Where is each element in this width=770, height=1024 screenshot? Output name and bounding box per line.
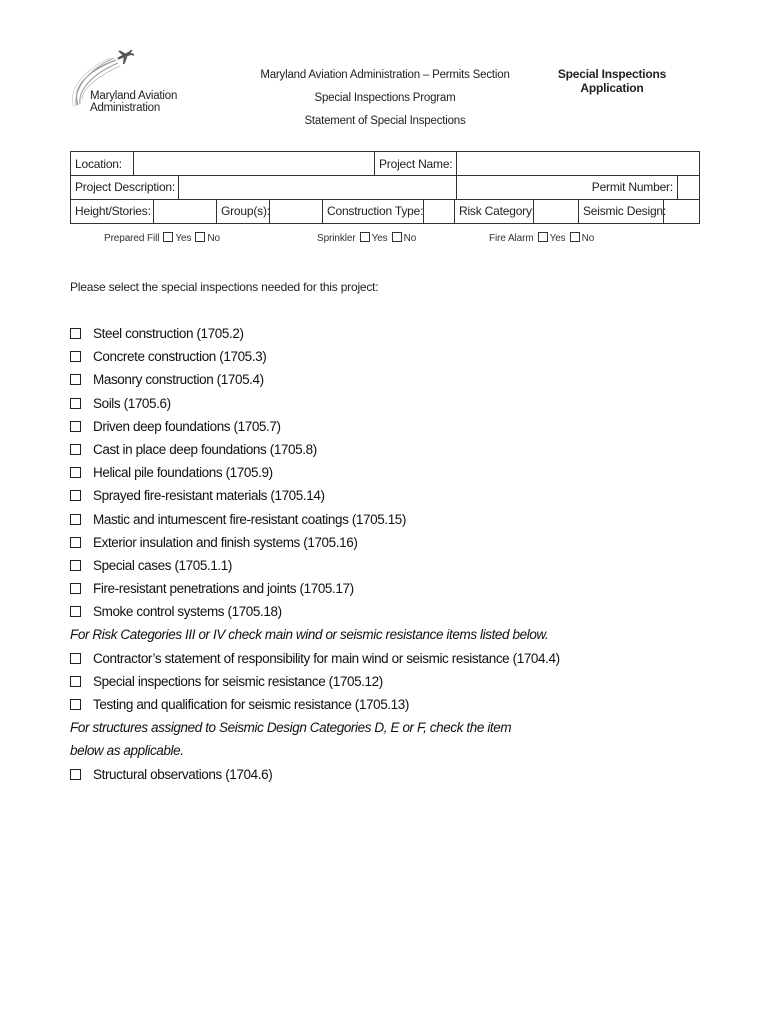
height-stories-label: Height/Stories: <box>71 200 154 223</box>
list-item <box>70 345 720 368</box>
prepared-fill-option <box>104 232 220 244</box>
sprinkler-label: Sprinkler <box>317 233 356 244</box>
no-label: No <box>581 233 595 244</box>
list-item <box>70 600 720 623</box>
fire-alarm-no-checkbox[interactable] <box>570 232 580 242</box>
inspection-checkbox[interactable] <box>70 514 81 525</box>
inspection-checkbox[interactable] <box>70 374 81 385</box>
construction-type-label: Construction Type: <box>323 200 424 223</box>
no-label: No <box>403 233 417 244</box>
list-item <box>70 670 720 693</box>
document-header <box>250 64 520 133</box>
sprinkler-yes-checkbox[interactable] <box>360 232 370 242</box>
permit-number-field[interactable] <box>677 176 699 200</box>
inspection-label: Special inspections for seismic resistance (1705.12) <box>93 673 383 689</box>
height-stories-field[interactable] <box>154 200 217 223</box>
permit-number-label: Permit Number: <box>591 180 673 194</box>
list-item <box>70 461 720 484</box>
yes-label: Yes <box>371 233 388 244</box>
inspection-checkbox[interactable] <box>70 653 81 664</box>
inspection-checkbox[interactable] <box>70 398 81 409</box>
list-item <box>70 322 720 345</box>
groups-label: Group(s): <box>217 200 270 223</box>
fire-alarm-option <box>489 232 594 244</box>
prepared-fill-no-checkbox[interactable] <box>195 232 205 242</box>
inspection-label: Soils (1705.6) <box>93 395 171 411</box>
inspection-label: Special cases (1705.1.1) <box>93 557 232 573</box>
fire-alarm-yes-checkbox[interactable] <box>538 232 548 242</box>
project-description-field[interactable] <box>179 176 456 199</box>
list-item <box>70 531 720 554</box>
project-name-field[interactable] <box>457 152 700 176</box>
groups-field[interactable] <box>270 200 323 223</box>
inspection-checkbox[interactable] <box>70 537 81 548</box>
no-label: No <box>207 233 220 244</box>
inspection-label: Mastic and intumescent fire-resistant coatings (1705.15) <box>93 511 407 527</box>
inspection-label: Structural observations (1704.6) <box>93 766 273 782</box>
header-line-statement: Statement of Special Inspections <box>304 115 466 127</box>
sprinkler-no-checkbox[interactable] <box>392 232 402 242</box>
inspection-checkbox[interactable] <box>70 560 81 571</box>
inspection-label: Fire-resistant penetrations and joints (1705.17) <box>93 581 354 597</box>
prepared-fill-label: Prepared Fill <box>104 233 160 244</box>
seismic-category-note: For structures assigned to Seismic Design Categories D, E or F, check the item below as applicable. <box>70 720 512 759</box>
inspection-label: Concrete construction (1705.3) <box>93 349 267 365</box>
header-line-program: Special Inspections Program <box>314 92 456 104</box>
inspection-label: Exterior insulation and finish systems (1705.16) <box>93 534 358 550</box>
construction-type-field[interactable] <box>424 200 455 223</box>
list-item <box>70 693 720 716</box>
logo-text: Maryland Aviation Administration <box>90 90 178 114</box>
table-row <box>71 176 700 200</box>
inspection-checkbox[interactable] <box>70 421 81 432</box>
inspection-checkbox[interactable] <box>70 490 81 501</box>
inspection-label: Smoke control systems (1705.18) <box>93 604 282 620</box>
list-item <box>70 554 720 577</box>
inspection-checkbox[interactable] <box>70 467 81 478</box>
inspection-checkbox[interactable] <box>70 699 81 710</box>
inspection-label: Contractor’s statement of responsibility for main wind or seismic resistance (1704.4) <box>93 650 560 666</box>
selection-prompt: Please select the special inspections needed for this project: <box>70 280 379 294</box>
project-info-table <box>70 151 700 224</box>
risk-category-field[interactable] <box>534 200 579 223</box>
inspection-checkbox[interactable] <box>70 351 81 362</box>
inspections-list <box>70 322 720 786</box>
table-row <box>71 152 700 176</box>
list-item <box>70 392 720 415</box>
list-item <box>70 508 720 531</box>
inspection-label: Sprayed fire-resistant materials (1705.14) <box>93 488 325 504</box>
list-item <box>70 763 720 786</box>
inspection-label: Testing and qualification for seismic resistance (1705.13) <box>93 697 409 713</box>
risk-category-note: For Risk Categories III or IV check main wind or seismic resistance items listed below. <box>70 627 549 643</box>
header-line-agency: Maryland Aviation Administration – Permits Section <box>260 69 510 81</box>
list-item <box>70 415 720 438</box>
inspection-label: Driven deep foundations (1705.7) <box>93 418 281 434</box>
inspection-checkbox[interactable] <box>70 769 81 780</box>
inspection-checkbox[interactable] <box>70 583 81 594</box>
yes-label: Yes <box>549 233 566 244</box>
project-name-label: Project Name: <box>375 152 457 176</box>
list-item <box>70 484 720 507</box>
inspection-checkbox[interactable] <box>70 676 81 687</box>
list-item <box>70 368 720 391</box>
inspection-checkbox[interactable] <box>70 328 81 339</box>
project-description-label: Project Description: <box>71 176 179 199</box>
location-label: Location: <box>71 152 134 176</box>
inspection-label: Helical pile foundations (1705.9) <box>93 465 273 481</box>
project-description-field-cont[interactable] <box>457 176 587 199</box>
inspection-label: Cast in place deep foundations (1705.8) <box>93 441 317 457</box>
inspection-label: Masonry construction (1705.4) <box>93 372 264 388</box>
yes-label: Yes <box>175 233 192 244</box>
table-row <box>71 200 700 224</box>
list-item <box>70 577 720 600</box>
fire-alarm-label: Fire Alarm <box>489 233 534 244</box>
sprinkler-option <box>317 232 416 244</box>
list-item <box>70 438 720 461</box>
inspection-checkbox[interactable] <box>70 606 81 617</box>
location-field[interactable] <box>134 152 375 176</box>
list-item <box>70 647 720 670</box>
prepared-fill-yes-checkbox[interactable] <box>163 232 173 242</box>
inspection-label: Steel construction (1705.2) <box>93 326 244 341</box>
application-title: Special Inspections Application <box>557 67 667 95</box>
inspection-checkbox[interactable] <box>70 444 81 455</box>
maa-logo <box>64 50 234 120</box>
risk-category-label: Risk Category: <box>455 200 534 223</box>
seismic-design-label: Seismic Design: <box>579 200 664 223</box>
seismic-design-field[interactable] <box>664 200 699 223</box>
